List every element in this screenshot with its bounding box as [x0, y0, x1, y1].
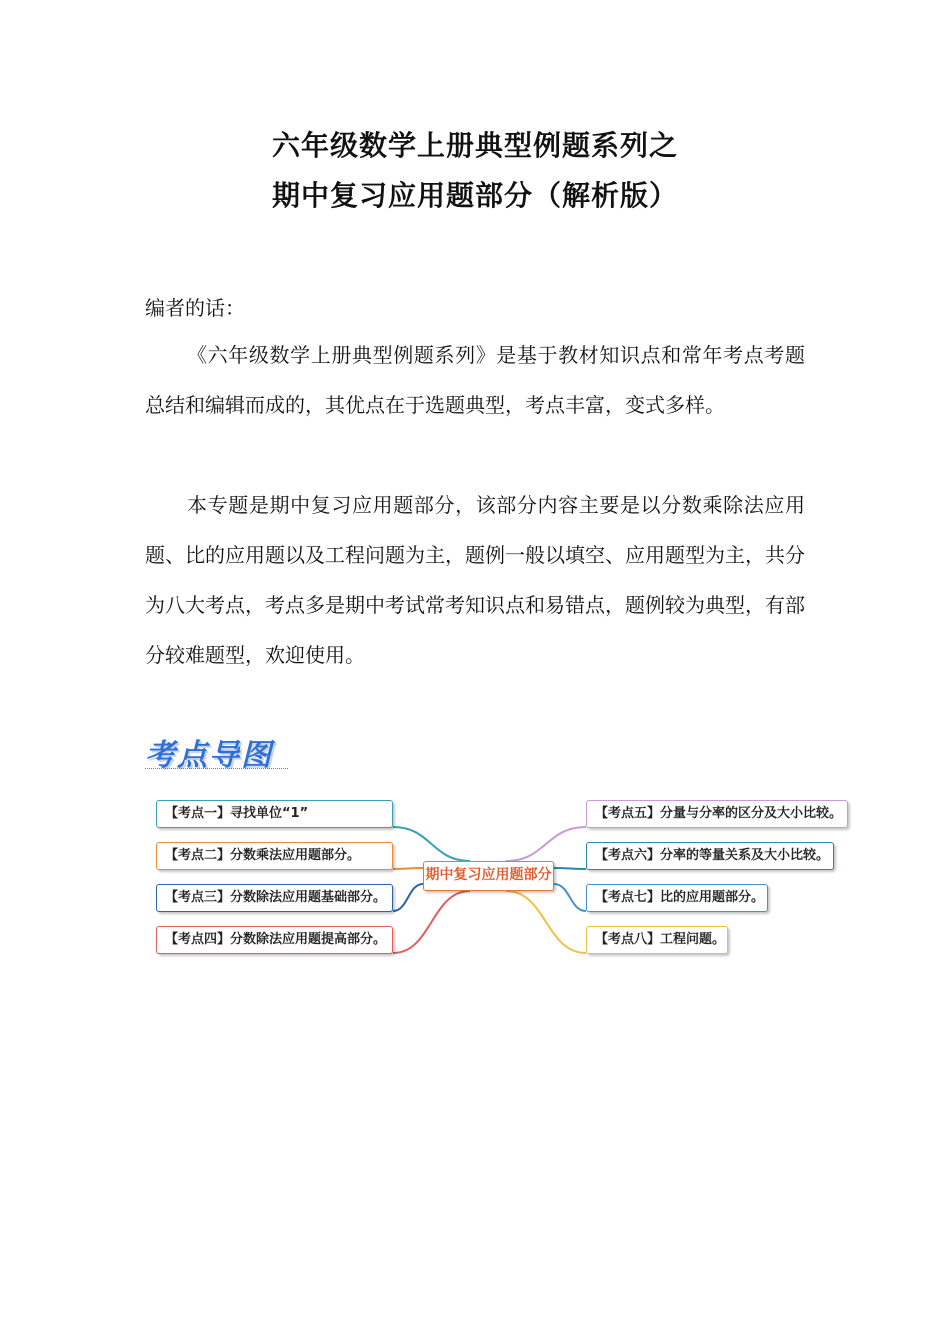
mindmap-connector-right-3 — [554, 884, 586, 911]
section-title: 考点导图 — [145, 738, 273, 773]
title-line-2: 期中复习应用题部分（解析版） — [271, 179, 678, 212]
mindmap-connector-left-4 — [393, 891, 470, 953]
mindmap-center-node: 期中复习应用题部分 — [423, 861, 554, 891]
mindmap-node-3: 【考点三】分数除法应用题基础部分。 — [156, 884, 393, 912]
mindmap-node-2: 【考点二】分数乘法应用题部分。 — [156, 842, 393, 870]
mindmap-connector-left-2 — [393, 868, 423, 869]
mindmap-connector-left-3 — [393, 884, 423, 911]
mindmap-connector-right-4 — [506, 891, 586, 953]
mindmap-node-1: 【考点一】寻找单位“1” — [156, 800, 393, 828]
intro-paragraph-1: 《六年级数学上册典型例题系列》是基于教材知识点和常年考点考题总结和编辑而成的，其优点在于选题典型，考点丰富，变式多样。 — [145, 343, 805, 417]
title-line-1: 六年级数学上册典型例题系列之 — [271, 129, 678, 162]
intro-paragraph-2: 本专题是期中复习应用题部分，该部分内容主要是以分数乘除法应用题、比的应用题以及工程问题为主，题例一般以填空、应用题型为主，共分为八大考点，考点多是期中考试常考知识点和易错点，题例较为典型，有部分较难题型，欢迎使用。 — [145, 493, 805, 667]
mindmap-node-4: 【考点四】分数除法应用题提高部分。 — [156, 926, 393, 954]
mindmap-node-8: 【考点八】工程问题。 — [586, 926, 728, 954]
mindmap-node-5: 【考点五】分量与分率的区分及大小比较。 — [586, 800, 848, 828]
editor-label: 编者的话： — [145, 296, 245, 320]
mindmap-connector-right-2 — [554, 868, 586, 869]
mindmap-node-7: 【考点七】比的应用题部分。 — [586, 884, 768, 912]
mindmap-connector-right-1 — [506, 827, 586, 861]
mindmap-connector-left-1 — [393, 827, 470, 861]
mindmap-node-6: 【考点六】分率的等量关系及大小比较。 — [586, 842, 834, 870]
